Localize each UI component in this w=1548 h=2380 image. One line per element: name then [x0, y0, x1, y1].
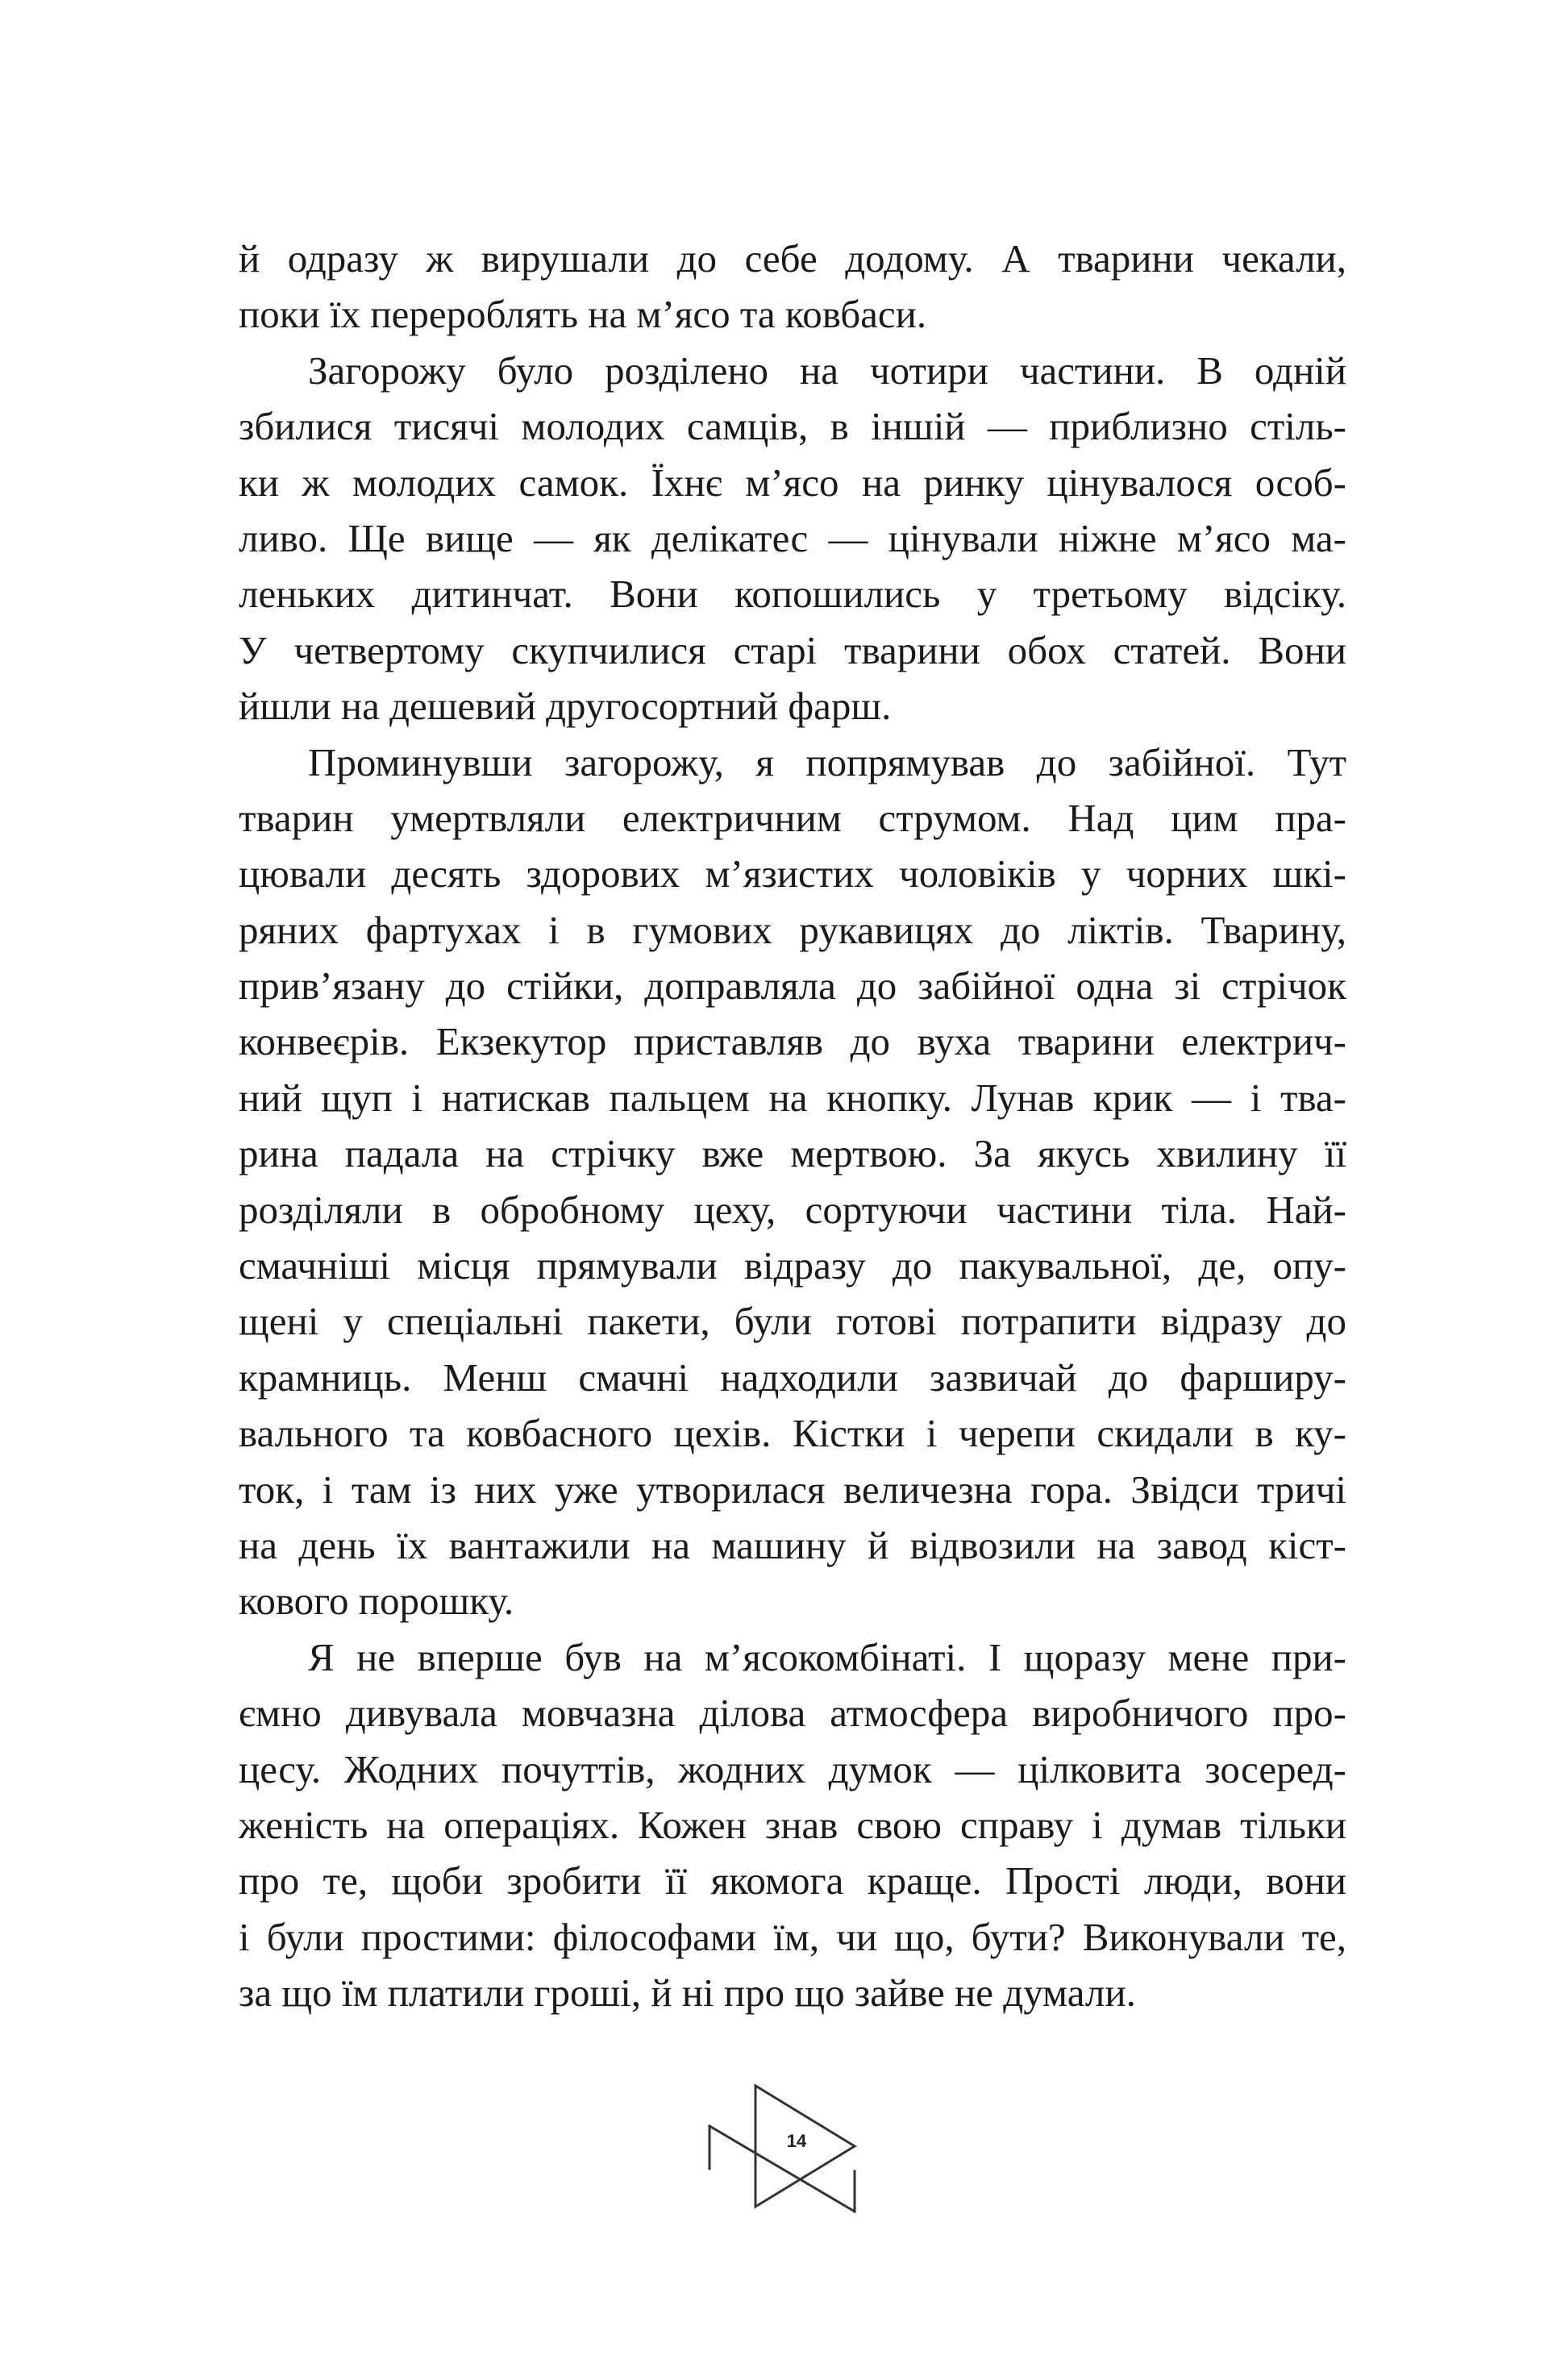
text-line: ний щуп і натискав пальцем на кнопку. Лунав крик — і тва-	[239, 1075, 1346, 1120]
text-line: Загорожу було розділено на чотири частини. В одній	[308, 347, 1346, 393]
text-line: тварин умертвляли електричним струмом. Над цим пра-	[239, 795, 1346, 840]
text-line: щені у спеціальні пакети, були готові потрапити відразу до	[239, 1299, 1346, 1344]
text-line: ки ж молодих самок. Їхнє м’ясо на ринку цінувалося особ-	[239, 460, 1346, 505]
text-line: кового порошку.	[239, 1579, 514, 1624]
text-line: У четвертому скупчилися старі тварини обох статей. Вони	[239, 627, 1346, 672]
text-line: цесу. Жодних почуттів, жодних думок — цілковита зосеред-	[239, 1746, 1346, 1791]
paragraph-1	[239, 231, 1346, 343]
text-line: смачніші місця прямували відразу до пакувальної, де, опу-	[239, 1243, 1346, 1288]
text-line: ливо. Ще вище — як делікатес — цінували ніжне м’ясо ма-	[239, 515, 1346, 560]
text-line: розділяли в обробному цеху, сортуючи частини тіла. Най-	[239, 1187, 1346, 1232]
text-line: й одразу ж вирушали до себе додому. А тварини чекали,	[239, 236, 1346, 281]
text-line: цювали десять здорових м’язистих чоловіків у чорних шкі-	[239, 851, 1346, 897]
text-line: вального та ковбасного цехів. Кістки і черепи скидали в ку-	[239, 1411, 1346, 1456]
text-line: прив’язану до стійки, доправляла до забійної одна зі стрічок	[239, 963, 1346, 1009]
paragraph-4	[239, 1629, 1346, 2021]
paragraph-2	[239, 343, 1346, 734]
text-line: збилися тисячі молодих самців, в іншій — приблизно стіль-	[239, 404, 1346, 449]
body-text	[239, 231, 1346, 2021]
text-line: про те, щоби зробити її якомога краще. Прості люди, вони	[239, 1858, 1346, 1904]
text-line: леньких дитинчат. Вони копошились у третьому відсіку.	[239, 572, 1346, 617]
text-line: крамниць. Менш смачні надходили зазвичай до фарширу-	[239, 1354, 1346, 1400]
text-line: женість на операціях. Кожен знав свою справу і думав тільки	[239, 1802, 1346, 1847]
page-number: 14	[786, 2131, 807, 2151]
text-line: йшли на дешевий другосортний фарш.	[239, 684, 892, 729]
paragraph-3	[239, 734, 1346, 1629]
text-line: і були простими: філософами їм, чи що, бути? Виконували те,	[239, 1914, 1346, 1959]
text-line: ряних фартухах і в гумових рукавицях до ліктів. Тварину,	[239, 907, 1346, 952]
text-line: за що їм платили гроші, й ні про що зайве не думали.	[239, 1970, 1136, 2016]
text-line: поки їх перероблять на м’ясо та ковбаси.	[239, 292, 927, 337]
text-line: Проминувши загорожу, я попрямував до забійної. Тут	[308, 739, 1346, 784]
text-line: на день їх вантажили на машину й відвозили на завод кіст-	[239, 1522, 1346, 1567]
text-line: рина падала на стрічку вже мертвою. За якусь хвилину її	[239, 1131, 1346, 1176]
text-line: ток, і там із них уже утворилася величезна гора. Звідси тричі	[239, 1467, 1346, 1512]
text-line: конвеєрів. Екзекутор приставляв до вуха тварини електрич-	[239, 1019, 1346, 1064]
text-line: ємно дивувала мовчазна ділова атмосфера виробничого про-	[239, 1691, 1346, 1736]
text-line: Я не вперше був на м’ясокомбінаті. І щоразу мене при-	[308, 1634, 1346, 1679]
